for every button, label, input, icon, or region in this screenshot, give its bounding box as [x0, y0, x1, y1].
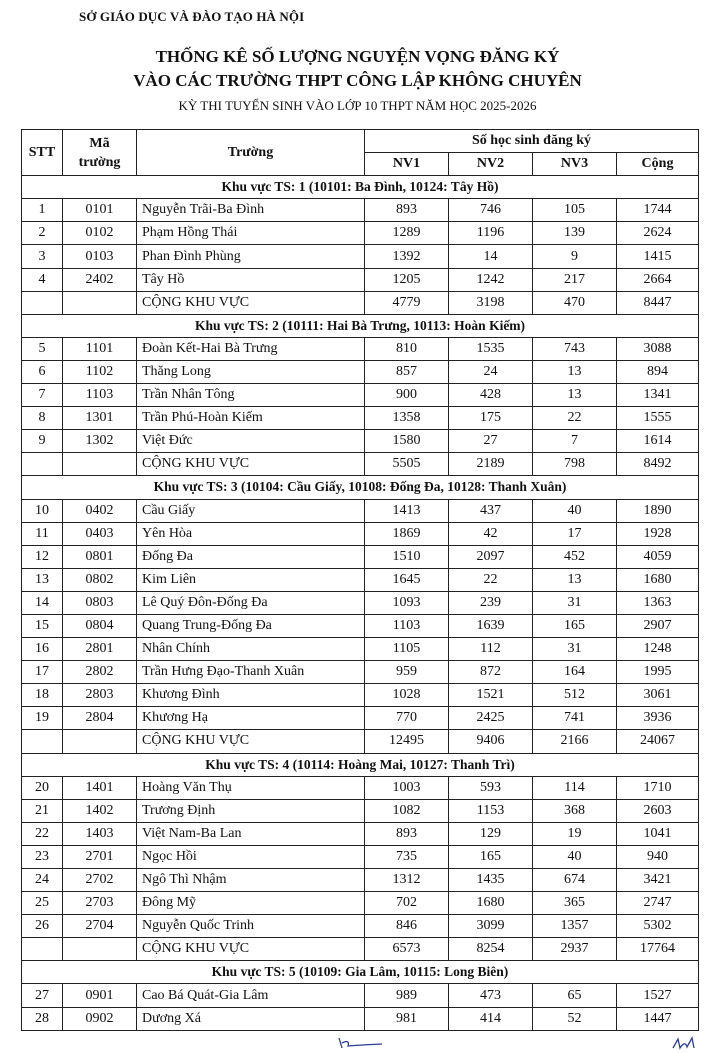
cell-stt: 25 [22, 892, 63, 915]
subtotal-nv2: 2189 [449, 453, 533, 476]
cell-nv3: 164 [533, 661, 617, 684]
cell-empty [22, 938, 63, 961]
cell-nv2: 42 [449, 522, 533, 545]
cell-school: Phạm Hồng Thái [137, 222, 365, 245]
cell-code: 2402 [63, 268, 137, 291]
region-header-row [22, 176, 699, 199]
cell-stt: 18 [22, 684, 63, 707]
cell-nv2: 1242 [449, 268, 533, 291]
cell-nv2: 165 [449, 845, 533, 868]
page-subtitle: KỲ THI TUYỂN SINH VÀO LỚP 10 THPT NĂM HỌC 2025-2026 [178, 98, 537, 113]
cell-nv1: 1392 [365, 245, 449, 268]
cell-school: Quang Trung-Đống Đa [137, 614, 365, 637]
cell-nv2: 437 [449, 499, 533, 522]
cell-total: 1341 [617, 384, 699, 407]
cell-school: Nguyễn Quốc Trinh [137, 915, 365, 938]
cell-school: Dương Xá [137, 1007, 365, 1030]
cell-total: 1447 [617, 1007, 699, 1030]
cell-total: 2747 [617, 892, 699, 915]
cell-code: 1302 [63, 430, 137, 453]
cell-nv3: 40 [533, 845, 617, 868]
region-title: Khu vực TS: 1 (10101: Ba Đình, 10124: Tây Hồ) [22, 176, 699, 199]
subtotal-nv3: 798 [533, 453, 617, 476]
table-row [22, 522, 699, 545]
cell-school: Lê Quý Đôn-Đống Đa [137, 591, 365, 614]
cell-empty [22, 291, 63, 314]
cell-nv3: 17 [533, 522, 617, 545]
cell-code: 0103 [63, 245, 137, 268]
table-row [22, 430, 699, 453]
cell-total: 894 [617, 360, 699, 383]
table-row [22, 499, 699, 522]
table-row [22, 684, 699, 707]
table-row [22, 407, 699, 430]
cell-school: Ngô Thì Nhậm [137, 869, 365, 892]
cell-nv3: 40 [533, 499, 617, 522]
cell-code: 1101 [63, 337, 137, 360]
cell-nv3: 31 [533, 591, 617, 614]
table-row [22, 799, 699, 822]
cell-nv1: 735 [365, 845, 449, 868]
cell-nv2: 1680 [449, 892, 533, 915]
cell-nv3: 9 [533, 245, 617, 268]
cell-nv3: 217 [533, 268, 617, 291]
cell-code: 2703 [63, 892, 137, 915]
cell-nv3: 105 [533, 199, 617, 222]
subtotal-nv3: 2166 [533, 730, 617, 753]
cell-school: Thăng Long [137, 360, 365, 383]
cell-school: Cầu Giấy [137, 499, 365, 522]
cell-nv3: 114 [533, 776, 617, 799]
cell-school: Đông Mỹ [137, 892, 365, 915]
cell-empty [63, 453, 137, 476]
table-row [22, 614, 699, 637]
table-row [22, 222, 699, 245]
cell-code: 2801 [63, 638, 137, 661]
cell-nv3: 674 [533, 869, 617, 892]
cell-code: 1301 [63, 407, 137, 430]
subtotal-nv2: 3198 [449, 291, 533, 314]
region-header-row [22, 961, 699, 984]
cell-nv3: 1357 [533, 915, 617, 938]
cell-stt: 5 [22, 337, 63, 360]
cell-total: 1680 [617, 568, 699, 591]
cell-code: 0902 [63, 1007, 137, 1030]
table-row [22, 384, 699, 407]
subtotal-label: CỘNG KHU VỰC [137, 453, 365, 476]
cell-nv1: 989 [365, 984, 449, 1007]
cell-nv3: 452 [533, 545, 617, 568]
col-header-school: Trường [137, 130, 365, 176]
cell-nv3: 365 [533, 892, 617, 915]
cell-total: 1248 [617, 638, 699, 661]
cell-nv2: 1153 [449, 799, 533, 822]
subtotal-total: 8492 [617, 453, 699, 476]
cell-nv1: 846 [365, 915, 449, 938]
cell-stt: 27 [22, 984, 63, 1007]
cell-nv1: 1003 [365, 776, 449, 799]
cell-school: Khương Đình [137, 684, 365, 707]
table-row [22, 268, 699, 291]
cell-nv3: 13 [533, 360, 617, 383]
cell-school: Kim Liên [137, 568, 365, 591]
cell-empty [63, 730, 137, 753]
cell-school: Phan Đình Phùng [137, 245, 365, 268]
cell-total: 2624 [617, 222, 699, 245]
cell-code: 0802 [63, 568, 137, 591]
cell-stt: 4 [22, 268, 63, 291]
cell-nv1: 1105 [365, 638, 449, 661]
page-title-line1: THỐNG KÊ SỐ LƯỢNG NGUYỆN VỌNG ĐĂNG KÝ [155, 47, 560, 66]
table-row [22, 984, 699, 1007]
region-title: Khu vực TS: 3 (10104: Cầu Giấy, 10108: Đống Đa, 10128: Thanh Xuân) [22, 476, 699, 499]
cell-code: 1403 [63, 822, 137, 845]
cell-school: Hoàng Văn Thụ [137, 776, 365, 799]
cell-empty [63, 291, 137, 314]
table-row [22, 199, 699, 222]
cell-nv1: 810 [365, 337, 449, 360]
table-row [22, 245, 699, 268]
page-title-line2: VÀO CÁC TRƯỜNG THPT CÔNG LẬP KHÔNG CHUYÊN [133, 71, 582, 90]
cell-stt: 1 [22, 199, 63, 222]
cell-stt: 19 [22, 707, 63, 730]
cell-nv2: 24 [449, 360, 533, 383]
department-name: SỞ GIÁO DỤC VÀ ĐÀO TẠO HÀ NỘI [79, 9, 305, 24]
cell-school: Khương Hạ [137, 707, 365, 730]
table-row [22, 776, 699, 799]
subtotal-nv1: 12495 [365, 730, 449, 753]
cell-total: 3061 [617, 684, 699, 707]
cell-code: 2803 [63, 684, 137, 707]
signature-mark-left [336, 1036, 386, 1050]
cell-nv2: 593 [449, 776, 533, 799]
cell-nv1: 959 [365, 661, 449, 684]
table-row [22, 661, 699, 684]
cell-nv1: 893 [365, 822, 449, 845]
cell-code: 0102 [63, 222, 137, 245]
cell-nv1: 1028 [365, 684, 449, 707]
cell-nv2: 1521 [449, 684, 533, 707]
signature-mark-right [670, 1036, 700, 1050]
region-title: Khu vực TS: 5 (10109: Gia Lâm, 10115: Long Biên) [22, 961, 699, 984]
cell-nv3: 165 [533, 614, 617, 637]
cell-stt: 15 [22, 614, 63, 637]
cell-nv2: 428 [449, 384, 533, 407]
cell-nv3: 512 [533, 684, 617, 707]
subtotal-label: CỘNG KHU VỰC [137, 730, 365, 753]
subtotal-nv3: 2937 [533, 938, 617, 961]
cell-nv2: 129 [449, 822, 533, 845]
region-header-row [22, 314, 699, 337]
cell-code: 2804 [63, 707, 137, 730]
col-header-nv2: NV2 [449, 153, 533, 176]
cell-nv2: 112 [449, 638, 533, 661]
cell-nv3: 19 [533, 822, 617, 845]
cell-stt: 16 [22, 638, 63, 661]
cell-school: Việt Đức [137, 430, 365, 453]
cell-total: 1890 [617, 499, 699, 522]
cell-stt: 9 [22, 430, 63, 453]
cell-nv1: 900 [365, 384, 449, 407]
subtotal-label: CỘNG KHU VỰC [137, 291, 365, 314]
cell-school: Trương Định [137, 799, 365, 822]
cell-stt: 11 [22, 522, 63, 545]
col-header-nv1: NV1 [365, 153, 449, 176]
cell-total: 3936 [617, 707, 699, 730]
cell-nv2: 3099 [449, 915, 533, 938]
subtotal-total: 17764 [617, 938, 699, 961]
table-row [22, 337, 699, 360]
table-row [22, 360, 699, 383]
cell-nv1: 1413 [365, 499, 449, 522]
cell-code: 1402 [63, 799, 137, 822]
cell-total: 1710 [617, 776, 699, 799]
cell-nv1: 893 [365, 199, 449, 222]
col-header-nv3: NV3 [533, 153, 617, 176]
col-header-registered-group: Số học sinh đăng ký [365, 130, 699, 153]
cell-nv1: 1289 [365, 222, 449, 245]
table-row [22, 707, 699, 730]
cell-empty [63, 938, 137, 961]
cell-stt: 12 [22, 545, 63, 568]
cell-total: 3088 [617, 337, 699, 360]
subtotal-nv2: 9406 [449, 730, 533, 753]
cell-total: 1415 [617, 245, 699, 268]
cell-stt: 3 [22, 245, 63, 268]
subtotal-row [22, 938, 699, 961]
cell-total: 2664 [617, 268, 699, 291]
cell-stt: 21 [22, 799, 63, 822]
cell-nv1: 1358 [365, 407, 449, 430]
cell-nv1: 1205 [365, 268, 449, 291]
table-row [22, 845, 699, 868]
cell-code: 1103 [63, 384, 137, 407]
table-row [22, 638, 699, 661]
cell-nv2: 1639 [449, 614, 533, 637]
region-header-row [22, 753, 699, 776]
cell-nv3: 13 [533, 384, 617, 407]
cell-nv2: 2097 [449, 545, 533, 568]
subtotal-nv3: 470 [533, 291, 617, 314]
cell-school: Trần Hưng Đạo-Thanh Xuân [137, 661, 365, 684]
cell-stt: 13 [22, 568, 63, 591]
cell-total: 3421 [617, 869, 699, 892]
cell-nv2: 746 [449, 199, 533, 222]
cell-nv2: 2425 [449, 707, 533, 730]
cell-stt: 10 [22, 499, 63, 522]
cell-school: Tây Hồ [137, 268, 365, 291]
region-title: Khu vực TS: 4 (10114: Hoàng Mai, 10127: Thanh Trì) [22, 753, 699, 776]
cell-nv3: 139 [533, 222, 617, 245]
cell-nv1: 1510 [365, 545, 449, 568]
cell-nv3: 13 [533, 568, 617, 591]
cell-code: 0803 [63, 591, 137, 614]
col-header-school-code: Mã trường [63, 130, 137, 176]
table-row [22, 591, 699, 614]
cell-code: 0901 [63, 984, 137, 1007]
cell-school: Cao Bá Quát-Gia Lâm [137, 984, 365, 1007]
cell-total: 1995 [617, 661, 699, 684]
cell-nv2: 27 [449, 430, 533, 453]
cell-code: 0801 [63, 545, 137, 568]
cell-nv3: 65 [533, 984, 617, 1007]
subtotal-nv1: 5505 [365, 453, 449, 476]
cell-stt: 8 [22, 407, 63, 430]
cell-nv2: 872 [449, 661, 533, 684]
cell-school: Ngọc Hồi [137, 845, 365, 868]
cell-empty [22, 730, 63, 753]
cell-nv3: 22 [533, 407, 617, 430]
cell-nv3: 368 [533, 799, 617, 822]
cell-total: 1555 [617, 407, 699, 430]
cell-nv1: 1082 [365, 799, 449, 822]
region-title: Khu vực TS: 2 (10111: Hai Bà Trưng, 10113: Hoàn Kiếm) [22, 314, 699, 337]
cell-stt: 17 [22, 661, 63, 684]
table-row [22, 915, 699, 938]
subtotal-nv1: 6573 [365, 938, 449, 961]
subtotal-row [22, 291, 699, 314]
cell-stt: 24 [22, 869, 63, 892]
cell-total: 1363 [617, 591, 699, 614]
subtotal-label: CỘNG KHU VỰC [137, 938, 365, 961]
cell-nv2: 175 [449, 407, 533, 430]
cell-nv3: 52 [533, 1007, 617, 1030]
cell-code: 2704 [63, 915, 137, 938]
cell-total: 4059 [617, 545, 699, 568]
cell-stt: 22 [22, 822, 63, 845]
cell-total: 1928 [617, 522, 699, 545]
cell-school: Đống Đa [137, 545, 365, 568]
table-row [22, 1007, 699, 1030]
table-body [22, 176, 699, 1030]
subtotal-row [22, 730, 699, 753]
cell-nv2: 1196 [449, 222, 533, 245]
cell-nv3: 741 [533, 707, 617, 730]
cell-nv1: 1869 [365, 522, 449, 545]
cell-school: Yên Hòa [137, 522, 365, 545]
cell-total: 5302 [617, 915, 699, 938]
cell-total: 1041 [617, 822, 699, 845]
table-row [22, 568, 699, 591]
cell-nv2: 239 [449, 591, 533, 614]
cell-nv1: 770 [365, 707, 449, 730]
cell-code: 0101 [63, 199, 137, 222]
cell-school: Trần Nhân Tông [137, 384, 365, 407]
cell-nv1: 1093 [365, 591, 449, 614]
cell-nv2: 414 [449, 1007, 533, 1030]
subtotal-nv2: 8254 [449, 938, 533, 961]
cell-code: 2702 [63, 869, 137, 892]
cell-code: 0804 [63, 614, 137, 637]
cell-school: Nguyễn Trãi-Ba Đình [137, 199, 365, 222]
subtotal-nv1: 4779 [365, 291, 449, 314]
cell-stt: 23 [22, 845, 63, 868]
col-header-total: Cộng [617, 153, 699, 176]
cell-stt: 7 [22, 384, 63, 407]
cell-school: Việt Nam-Ba Lan [137, 822, 365, 845]
region-header-row [22, 476, 699, 499]
cell-stt: 20 [22, 776, 63, 799]
cell-total: 1527 [617, 984, 699, 1007]
cell-nv2: 473 [449, 984, 533, 1007]
cell-empty [22, 453, 63, 476]
cell-school: Nhân Chính [137, 638, 365, 661]
cell-code: 1401 [63, 776, 137, 799]
cell-code: 0402 [63, 499, 137, 522]
cell-total: 1744 [617, 199, 699, 222]
cell-nv1: 1103 [365, 614, 449, 637]
cell-nv2: 1435 [449, 869, 533, 892]
table-row [22, 822, 699, 845]
cell-nv1: 1312 [365, 869, 449, 892]
cell-nv1: 1580 [365, 430, 449, 453]
table-row [22, 869, 699, 892]
cell-nv3: 31 [533, 638, 617, 661]
cell-nv2: 14 [449, 245, 533, 268]
registration-table [21, 129, 699, 1031]
cell-nv1: 857 [365, 360, 449, 383]
cell-code: 2701 [63, 845, 137, 868]
cell-stt: 14 [22, 591, 63, 614]
col-header-stt: STT [22, 130, 63, 176]
cell-nv1: 702 [365, 892, 449, 915]
cell-total: 940 [617, 845, 699, 868]
cell-total: 1614 [617, 430, 699, 453]
cell-nv1: 1645 [365, 568, 449, 591]
subtotal-row [22, 453, 699, 476]
subtotal-total: 24067 [617, 730, 699, 753]
cell-stt: 26 [22, 915, 63, 938]
table-row [22, 545, 699, 568]
table-row [22, 892, 699, 915]
cell-nv1: 981 [365, 1007, 449, 1030]
cell-nv2: 1535 [449, 337, 533, 360]
cell-nv3: 7 [533, 430, 617, 453]
cell-total: 2907 [617, 614, 699, 637]
cell-stt: 28 [22, 1007, 63, 1030]
cell-stt: 2 [22, 222, 63, 245]
cell-code: 2802 [63, 661, 137, 684]
subtotal-total: 8447 [617, 291, 699, 314]
cell-stt: 6 [22, 360, 63, 383]
cell-code: 1102 [63, 360, 137, 383]
cell-school: Đoàn Kết-Hai Bà Trưng [137, 337, 365, 360]
cell-code: 0403 [63, 522, 137, 545]
cell-school: Trần Phú-Hoàn Kiếm [137, 407, 365, 430]
cell-nv3: 743 [533, 337, 617, 360]
cell-total: 2603 [617, 799, 699, 822]
cell-nv2: 22 [449, 568, 533, 591]
